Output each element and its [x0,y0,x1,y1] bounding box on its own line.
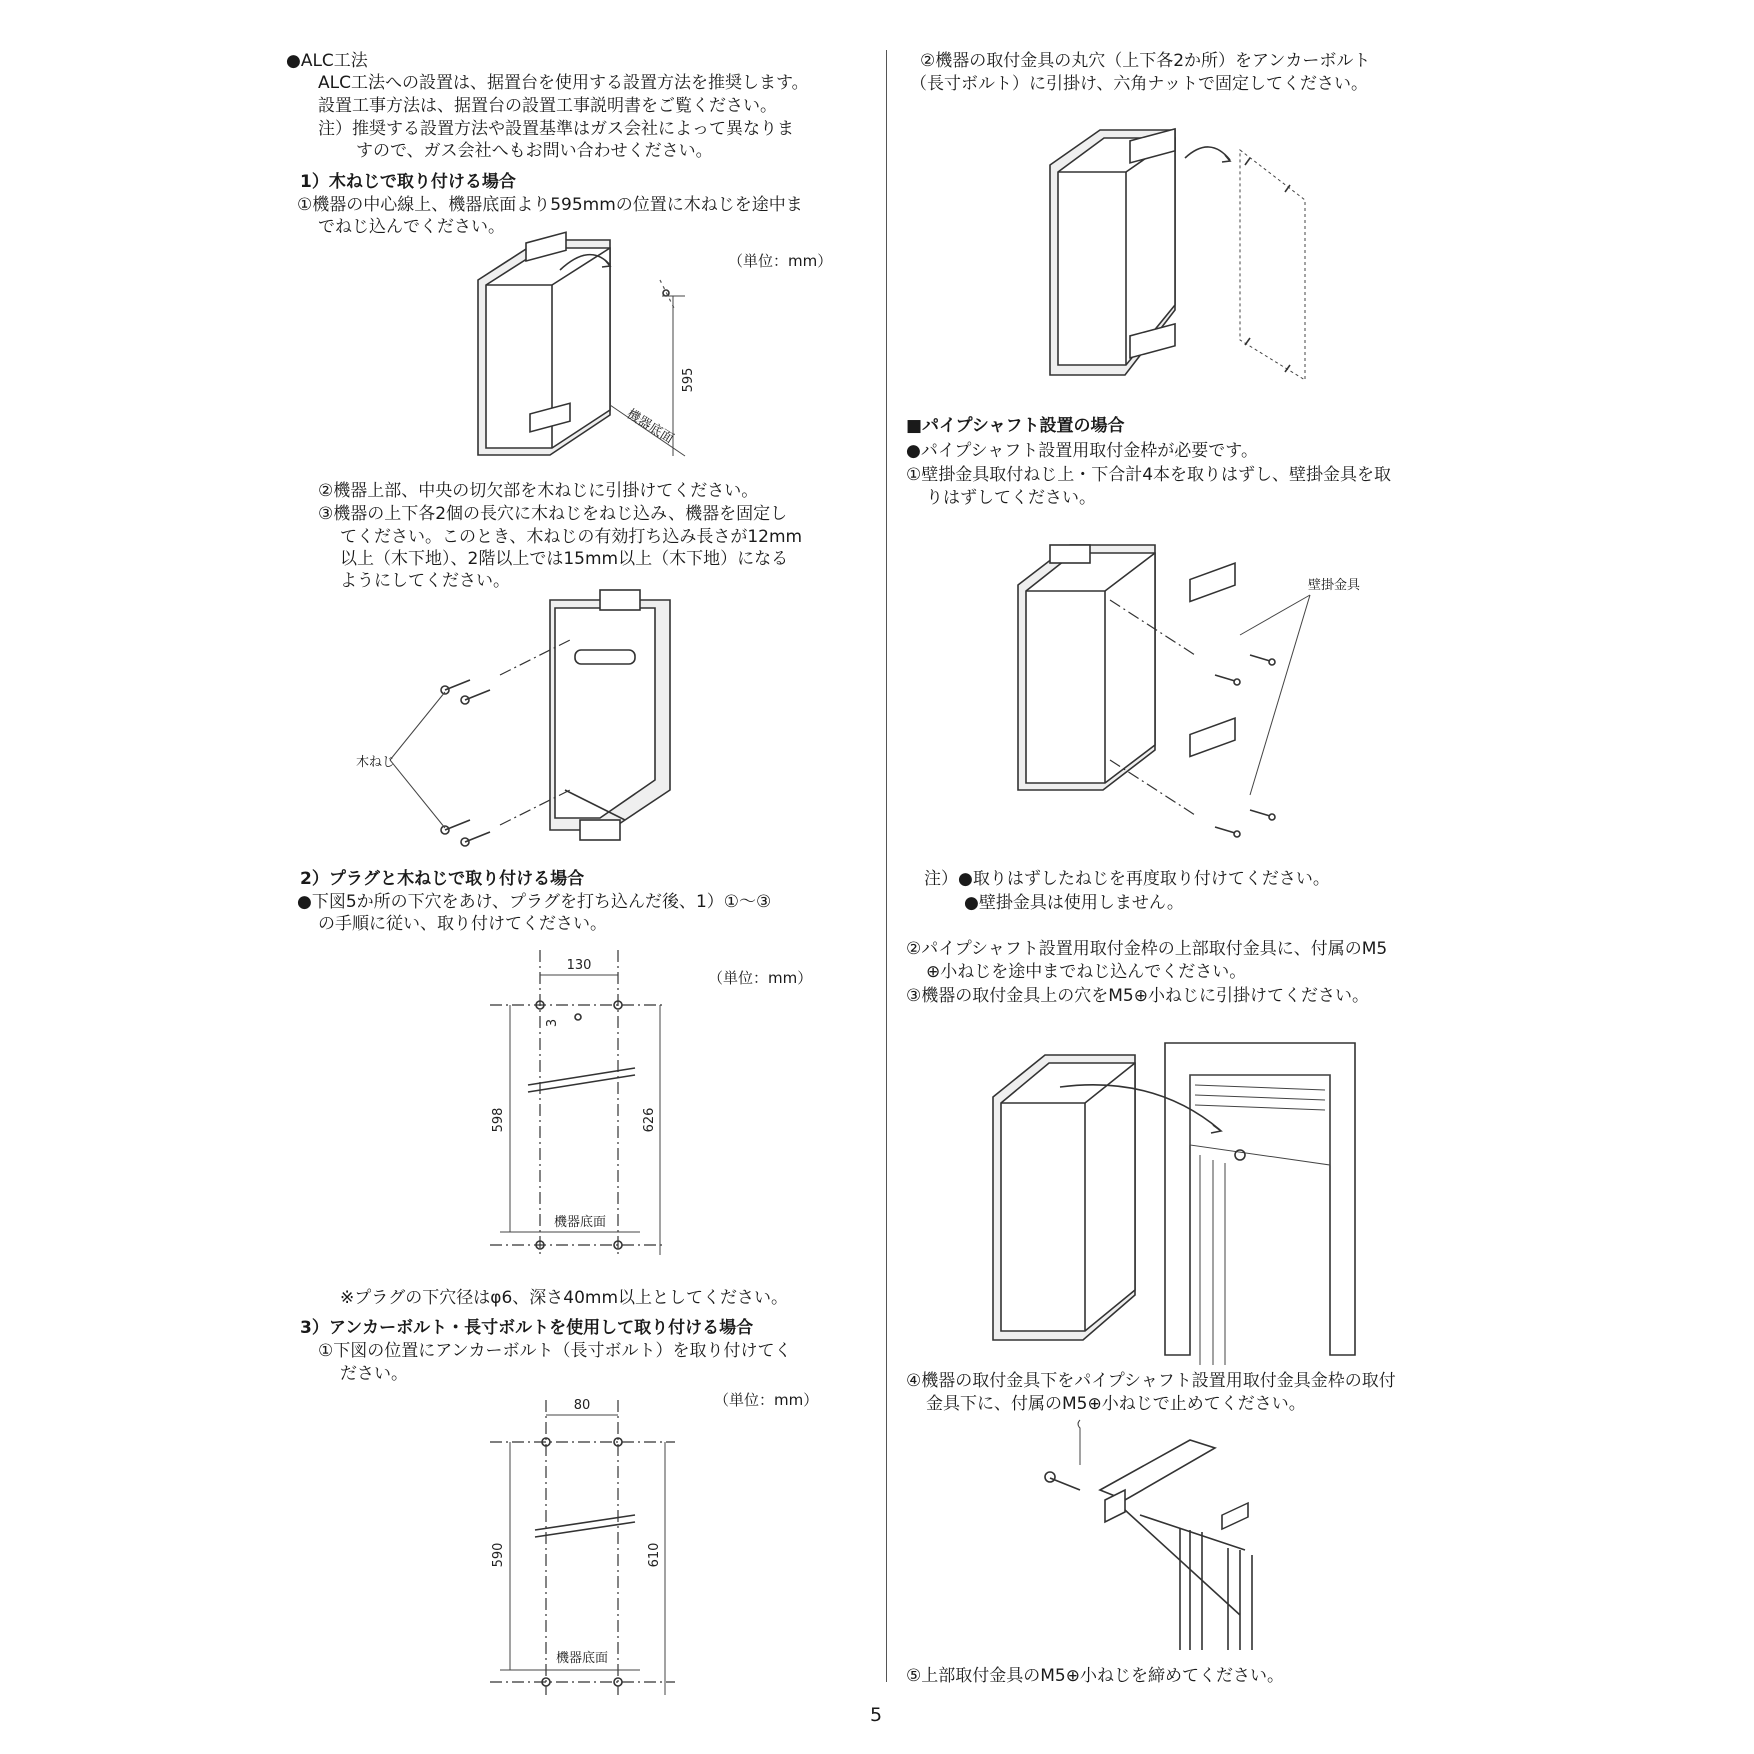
dim-598: 598 [491,1107,506,1133]
dim-3: 3 [545,1018,560,1028]
s2-line2: の手順に従い、取り付けてください。 [318,914,607,934]
s1-step1b: でねじ込んでください。 [318,217,505,237]
ps-note1: 注）●取りはずしたねじを再度取り付けてください。 [924,869,1330,889]
screw-label: 木ねじ [356,755,396,770]
ps-step2a: ②パイプシャフト設置用取付金枠の上部取付金具に、付属のM5 [906,939,1388,959]
dim-610: 610 [647,1542,662,1568]
bracket-label: 壁掛金具 [1308,578,1361,593]
s2-unit: （単位：mm） [708,969,813,987]
ps-line1: ●パイプシャフト設置用取付金枠が必要です。 [906,441,1258,461]
s3cont-line2: （長寸ボルト）に引掛け、六角ナットで固定してください。 [910,74,1368,94]
s3cont-line1: ②機器の取付金具の丸穴（上下各2か所）をアンカーボルト [920,51,1371,71]
ps-heading: ■パイプシャフト設置の場合 [906,416,1125,436]
figure-bracket-removal [1010,535,1310,835]
alc-heading: ●ALC工法 [286,51,368,71]
s1-step3b: てください。このとき、木ねじの有効打ち込み長さが12mm [340,527,803,547]
ps-step1b: りはずしてください。 [926,488,1096,508]
ps-note2: ●壁掛金具は使用しません。 [964,893,1184,913]
s1-step2: ②機器上部、中央の切欠部を木ねじに引掛けてください。 [318,481,759,501]
ps-step4a: ④機器の取付金具下をパイプシャフト設置用取付金具金枠の取付 [906,1371,1396,1391]
s1-step3c: 以上（木下地）、2階以上では15mm以上（木下地）になる [340,549,789,569]
bottom-label-3: 機器底面 [555,1651,609,1666]
dim-626: 626 [642,1107,657,1133]
ps-step5: ⑤上部取付金具のM5⊕小ねじを締めてください。 [906,1666,1284,1686]
s3-heading: 3）アンカーボルト・長寸ボルトを使用して取り付ける場合 [300,1318,754,1338]
s2-note: ※プラグの下穴径はφ6、深さ40mm以上としてください。 [340,1288,789,1308]
figure-plug-layout [490,950,690,1260]
s1-heading: 1）木ねじで取り付ける場合 [300,172,516,192]
s3-unit: （単位：mm） [714,1391,819,1409]
ps-step3: ③機器の取付金具上の穴をM5⊕小ねじに引掛けてください。 [906,986,1369,1006]
dim-80: 80 [573,1398,591,1413]
figure-lower-bracket [1040,1420,1280,1650]
s1-step3d: ようにしてください。 [340,571,510,591]
s3-line2: ださい。 [340,1364,408,1384]
alc-line2: 設置工事方法は、据置台の設置工事説明書をご覧ください。 [318,96,777,116]
s1-step1a: ①機器の中心線上、機器底面より595mmの位置に木ねじを途中ま [297,195,803,215]
alc-line1: ALC工法への設置は、据置台を使用する設置方法を推奨します。 [318,73,809,93]
figure-pipe-shaft-frame [985,1035,1365,1355]
alc-note2: すので、ガス会社へもお問い合わせください。 [356,141,713,161]
ps-step1a: ①壁掛金具取付ねじ上・下合計4本を取りはずし、壁掛金具を取 [906,465,1392,485]
figure-wood-screw-mount [470,230,730,470]
s1-unit: （単位：mm） [728,252,833,270]
figure-anchor-hang [1040,120,1320,390]
column-divider [886,50,887,1682]
s3-line1: ①下図の位置にアンカーボルト（長寸ボルト）を取り付けてく [318,1341,792,1361]
ps-step4b: 金具下に、付属のM5⊕小ねじで止めてください。 [926,1394,1306,1414]
figure-wood-screw-fasten [390,580,710,840]
page-number: 5 [870,1704,883,1726]
dim-130: 130 [566,958,592,973]
s2-heading: 2）プラグと木ねじで取り付ける場合 [300,869,585,889]
alc-note1: 注）推奨する設置方法や設置基準はガス会社によって異なりま [318,119,794,139]
figure-anchor-layout [490,1390,690,1700]
dim-590: 590 [491,1542,506,1568]
s1-step3a: ③機器の上下各2個の長穴に木ねじをねじ込み、機器を固定し [318,504,788,524]
bottom-label-2: 機器底面 [553,1215,607,1230]
dim-595: 595 [681,367,696,393]
bottom-label-1: 機器底面 [623,406,676,447]
s2-line1: ●下図5か所の下穴をあけ、プラグを打ち込んだ後、1）①～③ [297,892,772,912]
ps-step2b: ⊕小ねじを途中までねじ込んでください。 [926,962,1247,982]
